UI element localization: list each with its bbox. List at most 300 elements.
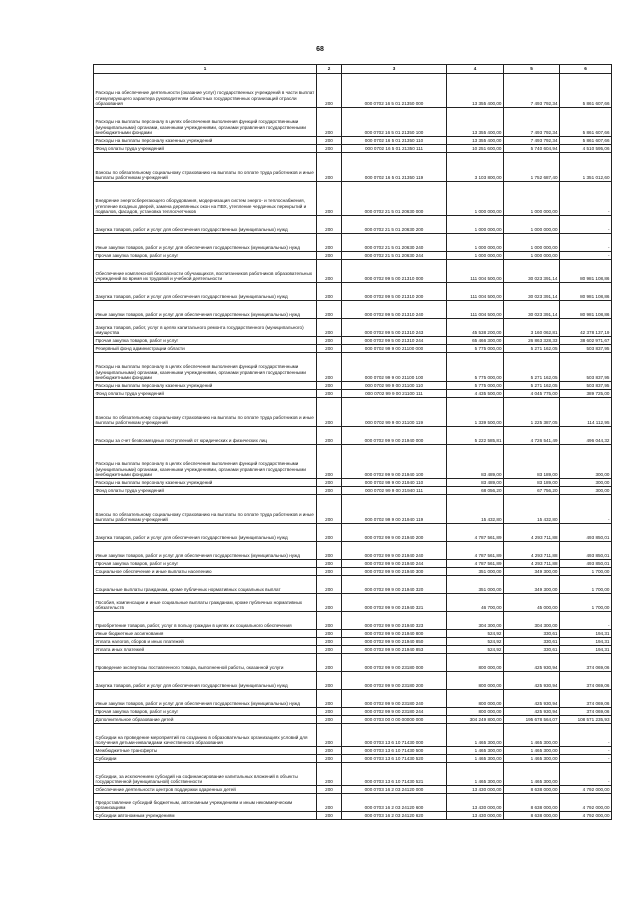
table-row bbox=[94, 755, 612, 763]
row-executed: 1 465 300,00 bbox=[504, 724, 560, 747]
row-executed: 425 930,94 bbox=[504, 708, 560, 716]
row-name: Закупка товаров, работ и услуг для обеспечения государственных (муниципальных) нужд bbox=[94, 283, 317, 301]
row-unexecuted: 503 837,95 bbox=[560, 382, 612, 390]
row-unexecuted: 194,31 bbox=[560, 646, 612, 654]
row-unexecuted: - bbox=[560, 747, 612, 755]
row-approved: 524,92 bbox=[447, 638, 504, 646]
row-name: Пособия, компенсации и иные социальные выплаты гражданам, кроме публичных нормативных обязательств bbox=[94, 594, 317, 612]
row-budget-code: 000 0702 99 9 00 23180 244 bbox=[342, 708, 447, 716]
row-name: Иные закупки товаров, работ и услуг для обеспечения государственных (муниципальных) нужд bbox=[94, 542, 317, 560]
row-budget-code: 000 0702 99 9 00 21940 111 bbox=[342, 487, 447, 495]
table-row bbox=[94, 398, 612, 427]
table-row bbox=[94, 137, 612, 145]
row-name: Закупка товаров, работ и услуг для обеспечения государственных (муниципальных) нужд bbox=[94, 524, 317, 542]
row-name: Дополнительное образование детей bbox=[94, 716, 317, 724]
row-executed: 7 493 792,34 bbox=[504, 108, 560, 137]
table-row bbox=[94, 345, 612, 353]
row-executed: 30 023 391,14 bbox=[504, 260, 560, 283]
table-row bbox=[94, 234, 612, 252]
row-name: Взносы по обязательному социальному страхованию на выплаты по оплате труда работников и иные выплаты работникам учреждений bbox=[94, 495, 317, 524]
row-budget-code: 000 0702 99 9 00 21940 100 bbox=[342, 445, 447, 479]
row-budget-code: 000 0702 16 5 01 21350 119 bbox=[342, 153, 447, 182]
row-budget-code: 000 0702 16 5 01 21350 110 bbox=[342, 137, 447, 145]
row-executed: 1 225 387,05 bbox=[504, 398, 560, 427]
table-row bbox=[94, 283, 612, 301]
row-name: Иные бюджетные ассигнования bbox=[94, 630, 317, 638]
row-executed: 1 000 000,00 bbox=[504, 216, 560, 234]
row-approved: 5 775 000,00 bbox=[447, 353, 504, 382]
row-approved: 800 000,00 bbox=[447, 708, 504, 716]
row-line-code: 200 bbox=[317, 137, 342, 145]
row-approved: 4 787 561,89 bbox=[447, 524, 504, 542]
row-executed: 349 300,00 bbox=[504, 568, 560, 576]
row-line-code: 200 bbox=[317, 594, 342, 612]
row-approved: 83 489,00 bbox=[447, 445, 504, 479]
row-line-code: 200 bbox=[317, 542, 342, 560]
row-budget-code: 000 0703 00 0 00 00000 000 bbox=[342, 716, 447, 724]
row-budget-code: 000 0702 99 9 00 21940 200 bbox=[342, 524, 447, 542]
row-budget-code: 000 0702 99 5 00 21310 240 bbox=[342, 301, 447, 319]
row-approved: 45 538 200,00 bbox=[447, 319, 504, 337]
row-line-code: 200 bbox=[317, 560, 342, 568]
row-line-code: 200 bbox=[317, 646, 342, 654]
table-row bbox=[94, 524, 612, 542]
row-executed: 8 638 000,00 bbox=[504, 794, 560, 812]
row-approved: 1 000 000,00 bbox=[447, 216, 504, 234]
table-row bbox=[94, 763, 612, 786]
row-approved: 46 700,00 bbox=[447, 594, 504, 612]
row-line-code: 200 bbox=[317, 716, 342, 724]
row-unexecuted: 1 700,00 bbox=[560, 576, 612, 594]
row-name: Закупка товаров, работ и услуг для обеспечения государственных (муниципальных) нужд bbox=[94, 672, 317, 690]
row-executed: 330,61 bbox=[504, 646, 560, 654]
row-unexecuted: - bbox=[560, 763, 612, 786]
table-row bbox=[94, 794, 612, 812]
row-executed: 195 678 564,07 bbox=[504, 716, 560, 724]
row-name: Предоставление субсидий бюджетным, автономным учреждениям и иным некоммерческим организациям bbox=[94, 794, 317, 812]
row-unexecuted: - bbox=[560, 495, 612, 524]
row-unexecuted: 4 792 000,00 bbox=[560, 812, 612, 820]
row-line-code: 200 bbox=[317, 672, 342, 690]
row-executed: 330,61 bbox=[504, 638, 560, 646]
row-line-code: 200 bbox=[317, 654, 342, 672]
table-row bbox=[94, 319, 612, 337]
col-header-1: 1 bbox=[94, 65, 317, 74]
col-header-2: 2 bbox=[317, 65, 342, 74]
row-unexecuted: 114 112,95 bbox=[560, 398, 612, 427]
row-unexecuted: 300,00 bbox=[560, 445, 612, 479]
row-unexecuted: - bbox=[560, 724, 612, 747]
table-row bbox=[94, 252, 612, 260]
row-budget-code: 000 0703 13 6 10 71430 000 bbox=[342, 724, 447, 747]
row-line-code: 200 bbox=[317, 345, 342, 353]
table-row bbox=[94, 487, 612, 495]
row-approved: 10 251 600,00 bbox=[447, 145, 504, 153]
row-executed: 1 000 000,00 bbox=[504, 252, 560, 260]
row-executed: 8 638 000,00 bbox=[504, 786, 560, 794]
row-approved: 524,92 bbox=[447, 630, 504, 638]
row-line-code: 200 bbox=[317, 479, 342, 487]
row-unexecuted: 493 850,01 bbox=[560, 542, 612, 560]
row-approved: 13 355 400,00 bbox=[447, 137, 504, 145]
row-budget-code: 000 0702 99 9 00 23180 200 bbox=[342, 672, 447, 690]
row-executed: 83 189,00 bbox=[504, 445, 560, 479]
table-body bbox=[94, 74, 612, 820]
row-unexecuted: 496 044,32 bbox=[560, 427, 612, 445]
row-budget-code: 000 0702 99 9 00 21100 100 bbox=[342, 353, 447, 382]
table-row bbox=[94, 382, 612, 390]
row-line-code: 200 bbox=[317, 252, 342, 260]
row-line-code: 200 bbox=[317, 524, 342, 542]
row-executed: 7 493 792,34 bbox=[504, 74, 560, 108]
row-unexecuted: 4 510 595,06 bbox=[560, 145, 612, 153]
row-approved: 13 430 000,00 bbox=[447, 786, 504, 794]
row-budget-code: 000 0702 99 9 00 21100 110 bbox=[342, 382, 447, 390]
row-name: Обеспечение комплексной безопасности обучающихся, воспитанников работников образовательных учреждений во время их трудовой и учебной деятельности bbox=[94, 260, 317, 283]
row-executed: 15 432,80 bbox=[504, 495, 560, 524]
row-budget-code: 000 0703 16 2 03 24120 000 bbox=[342, 786, 447, 794]
table-row bbox=[94, 568, 612, 576]
row-budget-code: 000 0703 13 6 10 71430 521 bbox=[342, 763, 447, 786]
row-unexecuted: 493 850,01 bbox=[560, 560, 612, 568]
row-unexecuted: 194,31 bbox=[560, 630, 612, 638]
row-executed: 425 930,94 bbox=[504, 690, 560, 708]
table-row bbox=[94, 153, 612, 182]
row-approved: 5 222 585,81 bbox=[447, 427, 504, 445]
table-row bbox=[94, 479, 612, 487]
row-line-code: 200 bbox=[317, 301, 342, 319]
table-row bbox=[94, 630, 612, 638]
row-name: Субсидии bbox=[94, 755, 317, 763]
table-row bbox=[94, 672, 612, 690]
row-line-code: 200 bbox=[317, 630, 342, 638]
row-unexecuted: 374 069,06 bbox=[560, 654, 612, 672]
row-line-code: 200 bbox=[317, 260, 342, 283]
row-name: Иные закупки товаров, работ и услуг для обеспечения государственных (муниципальных) нужд bbox=[94, 234, 317, 252]
row-approved: 4 787 561,89 bbox=[447, 560, 504, 568]
row-approved: 13 355 400,00 bbox=[447, 74, 504, 108]
table-row bbox=[94, 654, 612, 672]
page-number: 68 bbox=[316, 46, 324, 53]
row-approved: 304 300,00 bbox=[447, 612, 504, 630]
row-budget-code: 000 0702 99 9 00 21940 323 bbox=[342, 612, 447, 630]
row-approved: 1 000 000,00 bbox=[447, 182, 504, 216]
row-approved: 351 000,00 bbox=[447, 576, 504, 594]
row-unexecuted: 493 850,01 bbox=[560, 524, 612, 542]
row-approved: 83 489,00 bbox=[447, 479, 504, 487]
row-executed: 30 023 391,14 bbox=[504, 301, 560, 319]
row-approved: 68 056,20 bbox=[447, 487, 504, 495]
row-name: Обеспечение деятельности центров поддержки одаренных детей bbox=[94, 786, 317, 794]
row-unexecuted: - bbox=[560, 755, 612, 763]
row-name: Субсидии автономным учреждениям bbox=[94, 812, 317, 820]
row-name: Межбюджетные трансферты bbox=[94, 747, 317, 755]
row-executed: 4 293 711,88 bbox=[504, 524, 560, 542]
row-budget-code: 000 0702 16 5 01 21350 000 bbox=[342, 74, 447, 108]
row-approved: 111 004 500,00 bbox=[447, 301, 504, 319]
row-name: Внедрение энергосберегающего оборудования, модернизация систем энерго- и теплоснабжения, утепление входных дверей, замена деревянных окон на ПВХ, утепление чердачных перекрытий и подвалов, фасадов, установка теплосчетчиков bbox=[94, 182, 317, 216]
row-executed: 1 465 300,00 bbox=[504, 747, 560, 755]
row-name: Субсидии, за исключением субсидий на софинансирование капитальных вложений в объекты государственной (муниципальной) собственности bbox=[94, 763, 317, 786]
row-unexecuted: 503 837,95 bbox=[560, 353, 612, 382]
row-budget-code: 000 0702 99 9 00 21940 000 bbox=[342, 427, 447, 445]
row-executed: 1 465 300,00 bbox=[504, 755, 560, 763]
row-executed: 5 740 604,94 bbox=[504, 145, 560, 153]
row-name: Расходы на выплаты персоналу в целях обеспечения выполнения функций государственными (муниципальными) органами, казенными учреждениями, органами управления государственными внебюджетными фондами bbox=[94, 353, 317, 382]
table-row bbox=[94, 145, 612, 153]
row-budget-code: 000 0703 16 2 03 24120 620 bbox=[342, 812, 447, 820]
row-budget-code: 000 0702 99 9 00 23180 000 bbox=[342, 654, 447, 672]
budget-table bbox=[93, 64, 612, 820]
row-budget-code: 000 0702 21 5 01 20630 000 bbox=[342, 182, 447, 216]
row-approved: 65 466 300,00 bbox=[447, 337, 504, 345]
row-approved: 13 430 000,00 bbox=[447, 794, 504, 812]
row-line-code: 200 bbox=[317, 724, 342, 747]
row-approved: 13 355 400,00 bbox=[447, 108, 504, 137]
row-executed: 1 465 300,00 bbox=[504, 763, 560, 786]
row-unexecuted: 374 069,06 bbox=[560, 672, 612, 690]
row-line-code: 200 bbox=[317, 794, 342, 812]
table-row bbox=[94, 182, 612, 216]
row-approved: 1 465 300,00 bbox=[447, 724, 504, 747]
table-row bbox=[94, 301, 612, 319]
table-row bbox=[94, 716, 612, 724]
table-row bbox=[94, 353, 612, 382]
row-unexecuted: 300,00 bbox=[560, 487, 612, 495]
row-line-code: 200 bbox=[317, 747, 342, 755]
row-unexecuted: - bbox=[560, 612, 612, 630]
row-line-code: 200 bbox=[317, 612, 342, 630]
row-line-code: 200 bbox=[317, 763, 342, 786]
row-name: Взносы по обязательному социальному страхованию на выплаты по оплате труда работников и иные выплаты работникам учреждений bbox=[94, 153, 317, 182]
row-approved: 4 435 500,00 bbox=[447, 390, 504, 398]
row-approved: 1 465 300,00 bbox=[447, 763, 504, 786]
row-name: Иные закупки товаров, работ и услуг для обеспечения государственных (муниципальных) нужд bbox=[94, 301, 317, 319]
row-budget-code: 000 0702 99 5 00 21310 000 bbox=[342, 260, 447, 283]
row-budget-code: 000 0702 99 9 00 21940 800 bbox=[342, 630, 447, 638]
row-budget-code: 000 0702 99 9 00 21940 300 bbox=[342, 568, 447, 576]
table-row bbox=[94, 576, 612, 594]
row-approved: 1 000 000,00 bbox=[447, 234, 504, 252]
row-executed: 330,61 bbox=[504, 630, 560, 638]
row-budget-code: 000 0702 21 5 01 20630 200 bbox=[342, 216, 447, 234]
row-line-code: 200 bbox=[317, 382, 342, 390]
row-unexecuted: 80 981 108,86 bbox=[560, 301, 612, 319]
row-approved: 3 103 800,00 bbox=[447, 153, 504, 182]
table-row bbox=[94, 445, 612, 479]
row-line-code: 200 bbox=[317, 427, 342, 445]
row-name: Прочая закупка товаров, работ и услуг bbox=[94, 337, 317, 345]
row-executed: 7 493 792,34 bbox=[504, 137, 560, 145]
row-executed: 4 726 541,49 bbox=[504, 427, 560, 445]
row-executed: 5 271 162,05 bbox=[504, 345, 560, 353]
row-budget-code: 000 0702 99 9 00 21940 119 bbox=[342, 495, 447, 524]
row-unexecuted: 5 861 607,66 bbox=[560, 137, 612, 145]
row-name: Фонд оплаты труда учреждений bbox=[94, 145, 317, 153]
row-approved: 5 775 000,00 bbox=[447, 345, 504, 353]
row-budget-code: 000 0702 99 9 00 21940 244 bbox=[342, 560, 447, 568]
row-budget-code: 000 0703 13 6 10 71430 520 bbox=[342, 755, 447, 763]
row-budget-code: 000 0702 99 9 00 21100 119 bbox=[342, 398, 447, 427]
table-row bbox=[94, 495, 612, 524]
row-budget-code: 000 0702 99 9 00 21940 321 bbox=[342, 594, 447, 612]
row-unexecuted: 80 981 108,86 bbox=[560, 283, 612, 301]
row-line-code: 200 bbox=[317, 216, 342, 234]
row-name: Фонд оплаты труда учреждений bbox=[94, 487, 317, 495]
col-header-3: 3 bbox=[342, 65, 447, 74]
table-row bbox=[94, 108, 612, 137]
table-row bbox=[94, 427, 612, 445]
row-name: Иные закупки товаров, работ и услуг для обеспечения государственных (муниципальных) нужд bbox=[94, 690, 317, 708]
row-unexecuted: 194,31 bbox=[560, 638, 612, 646]
row-budget-code: 000 0702 99 5 00 21310 200 bbox=[342, 283, 447, 301]
row-executed: 1 752 687,40 bbox=[504, 153, 560, 182]
row-approved: 800 000,00 bbox=[447, 654, 504, 672]
row-budget-code: 000 0702 99 5 00 21310 244 bbox=[342, 337, 447, 345]
row-unexecuted: 374 069,06 bbox=[560, 708, 612, 716]
row-budget-code: 000 0702 99 9 00 21100 111 bbox=[342, 390, 447, 398]
row-approved: 524,92 bbox=[447, 646, 504, 654]
row-unexecuted: 4 792 000,00 bbox=[560, 786, 612, 794]
table-row bbox=[94, 724, 612, 747]
row-line-code: 200 bbox=[317, 74, 342, 108]
row-line-code: 200 bbox=[317, 786, 342, 794]
row-budget-code: 000 0703 13 6 10 71430 500 bbox=[342, 747, 447, 755]
row-name: Проведение экспертизы поставленного товара, выполненной работы, оказанной услуги bbox=[94, 654, 317, 672]
row-executed: 5 271 162,05 bbox=[504, 382, 560, 390]
table-row bbox=[94, 560, 612, 568]
table-row bbox=[94, 594, 612, 612]
row-name: Взносы по обязательному социальному страхованию на выплаты по оплате труда работников и иные выплаты работникам учреждений bbox=[94, 398, 317, 427]
row-name: Расходы на выплаты персоналу казенных учреждений bbox=[94, 479, 317, 487]
col-header-4: 4 bbox=[447, 65, 504, 74]
row-budget-code: 000 0702 99 9 00 21940 320 bbox=[342, 576, 447, 594]
row-name: Уплата налогов, сборов и иных платежей bbox=[94, 638, 317, 646]
row-budget-code: 000 0702 21 5 01 20630 240 bbox=[342, 234, 447, 252]
row-line-code: 200 bbox=[317, 283, 342, 301]
row-approved: 5 775 000,00 bbox=[447, 382, 504, 390]
row-budget-code: 000 0702 16 5 01 21350 111 bbox=[342, 145, 447, 153]
table-row bbox=[94, 747, 612, 755]
table-row bbox=[94, 690, 612, 708]
row-budget-code: 000 0703 16 2 03 24120 600 bbox=[342, 794, 447, 812]
row-name: Приобретение товаров, работ, услуг в пользу граждан в целях их социального обеспечения bbox=[94, 612, 317, 630]
row-unexecuted: 1 351 012,60 bbox=[560, 153, 612, 182]
row-executed: 425 930,94 bbox=[504, 672, 560, 690]
row-budget-code: 000 0702 99 9 00 21940 110 bbox=[342, 479, 447, 487]
row-unexecuted: 503 837,95 bbox=[560, 345, 612, 353]
table-row bbox=[94, 612, 612, 630]
row-line-code: 200 bbox=[317, 182, 342, 216]
row-approved: 1 465 300,00 bbox=[447, 747, 504, 755]
row-name: Расходы на выплаты персоналу в целях обеспечения выполнения функций государственными (муниципальными) органами, казенными учреждениями, органами управления государственными внебюджетными фондами bbox=[94, 108, 317, 137]
row-name: Социальные выплаты гражданам, кроме публичных нормативных социальных выплат bbox=[94, 576, 317, 594]
row-approved: 15 432,80 bbox=[447, 495, 504, 524]
row-line-code: 200 bbox=[317, 495, 342, 524]
row-budget-code: 000 0702 21 5 01 20630 244 bbox=[342, 252, 447, 260]
table-row bbox=[94, 260, 612, 283]
col-header-5: 5 bbox=[504, 65, 560, 74]
row-budget-code: 000 0702 99 9 00 21940 240 bbox=[342, 542, 447, 560]
row-executed: 1 000 000,00 bbox=[504, 234, 560, 252]
row-executed: 67 756,20 bbox=[504, 487, 560, 495]
row-line-code: 200 bbox=[317, 568, 342, 576]
row-budget-code: 000 0702 99 9 00 21100 000 bbox=[342, 345, 447, 353]
table-row bbox=[94, 337, 612, 345]
row-line-code: 200 bbox=[317, 445, 342, 479]
row-approved: 111 004 500,00 bbox=[447, 260, 504, 283]
row-approved: 800 000,00 bbox=[447, 690, 504, 708]
row-name: Субсидии на проведение мероприятий по созданию в образовательных организациях условий для получения детьми-инвалидами качественного образования bbox=[94, 724, 317, 747]
row-budget-code: 000 0702 99 9 00 23180 240 bbox=[342, 690, 447, 708]
row-line-code: 200 bbox=[317, 398, 342, 427]
row-line-code: 200 bbox=[317, 487, 342, 495]
row-line-code: 200 bbox=[317, 353, 342, 382]
row-unexecuted: - bbox=[560, 216, 612, 234]
row-line-code: 200 bbox=[317, 812, 342, 820]
row-name: Уплата иных платежей bbox=[94, 646, 317, 654]
row-executed: 1 000 000,00 bbox=[504, 182, 560, 216]
row-unexecuted: 42 378 137,19 bbox=[560, 319, 612, 337]
row-unexecuted: 5 861 607,66 bbox=[560, 108, 612, 137]
row-approved: 1 000 000,00 bbox=[447, 252, 504, 260]
row-executed: 4 045 775,00 bbox=[504, 390, 560, 398]
row-name: Расходы на выплаты персоналу казенных учреждений bbox=[94, 382, 317, 390]
row-approved: 1 465 300,00 bbox=[447, 755, 504, 763]
table-row bbox=[94, 786, 612, 794]
row-line-code: 200 bbox=[317, 390, 342, 398]
row-name: Резервный фонд администрации области bbox=[94, 345, 317, 353]
row-name: Расходы на выплаты персоналу в целях обеспечения выполнения функций государственными (муниципальными) органами, казенными учреждениями, органами управления государственными внебюджетными фондами bbox=[94, 445, 317, 479]
row-executed: 26 863 328,33 bbox=[504, 337, 560, 345]
row-approved: 111 004 500,00 bbox=[447, 283, 504, 301]
row-line-code: 200 bbox=[317, 145, 342, 153]
row-line-code: 200 bbox=[317, 638, 342, 646]
row-line-code: 200 bbox=[317, 708, 342, 716]
row-unexecuted: 1 700,00 bbox=[560, 568, 612, 576]
row-line-code: 200 bbox=[317, 755, 342, 763]
row-name: Прочая закупка товаров, работ и услуг bbox=[94, 560, 317, 568]
row-line-code: 200 bbox=[317, 153, 342, 182]
row-budget-code: 000 0702 99 9 00 21940 853 bbox=[342, 646, 447, 654]
row-approved: 351 000,00 bbox=[447, 568, 504, 576]
row-line-code: 200 bbox=[317, 234, 342, 252]
row-approved: 304 249 800,00 bbox=[447, 716, 504, 724]
row-unexecuted: - bbox=[560, 252, 612, 260]
row-executed: 8 638 000,00 bbox=[504, 812, 560, 820]
row-executed: 4 293 711,88 bbox=[504, 560, 560, 568]
table-row bbox=[94, 646, 612, 654]
row-line-code: 200 bbox=[317, 319, 342, 337]
row-approved: 4 787 561,89 bbox=[447, 542, 504, 560]
row-name: Расходы за счет безвозмездных поступлений от юридических и физических лиц bbox=[94, 427, 317, 445]
table-row bbox=[94, 216, 612, 234]
row-executed: 83 189,00 bbox=[504, 479, 560, 487]
row-unexecuted: 4 792 000,00 bbox=[560, 794, 612, 812]
row-line-code: 200 bbox=[317, 576, 342, 594]
row-line-code: 200 bbox=[317, 108, 342, 137]
col-header-6: 6 bbox=[560, 65, 612, 74]
row-line-code: 200 bbox=[317, 337, 342, 345]
row-budget-code: 000 0702 99 9 00 21940 850 bbox=[342, 638, 447, 646]
row-unexecuted: 389 725,00 bbox=[560, 390, 612, 398]
row-name: Фонд оплаты труда учреждений bbox=[94, 390, 317, 398]
row-executed: 5 271 162,05 bbox=[504, 353, 560, 382]
row-name: Расходы на выплаты персоналу казенных учреждений bbox=[94, 137, 317, 145]
row-unexecuted: 80 981 108,86 bbox=[560, 260, 612, 283]
table-row bbox=[94, 638, 612, 646]
row-name: Расходы на обеспечение деятельности (оказание услуг) государственных учреждений в части выплат стимулирующего характера руководителям областных государственных организаций отрасли образования bbox=[94, 74, 317, 108]
